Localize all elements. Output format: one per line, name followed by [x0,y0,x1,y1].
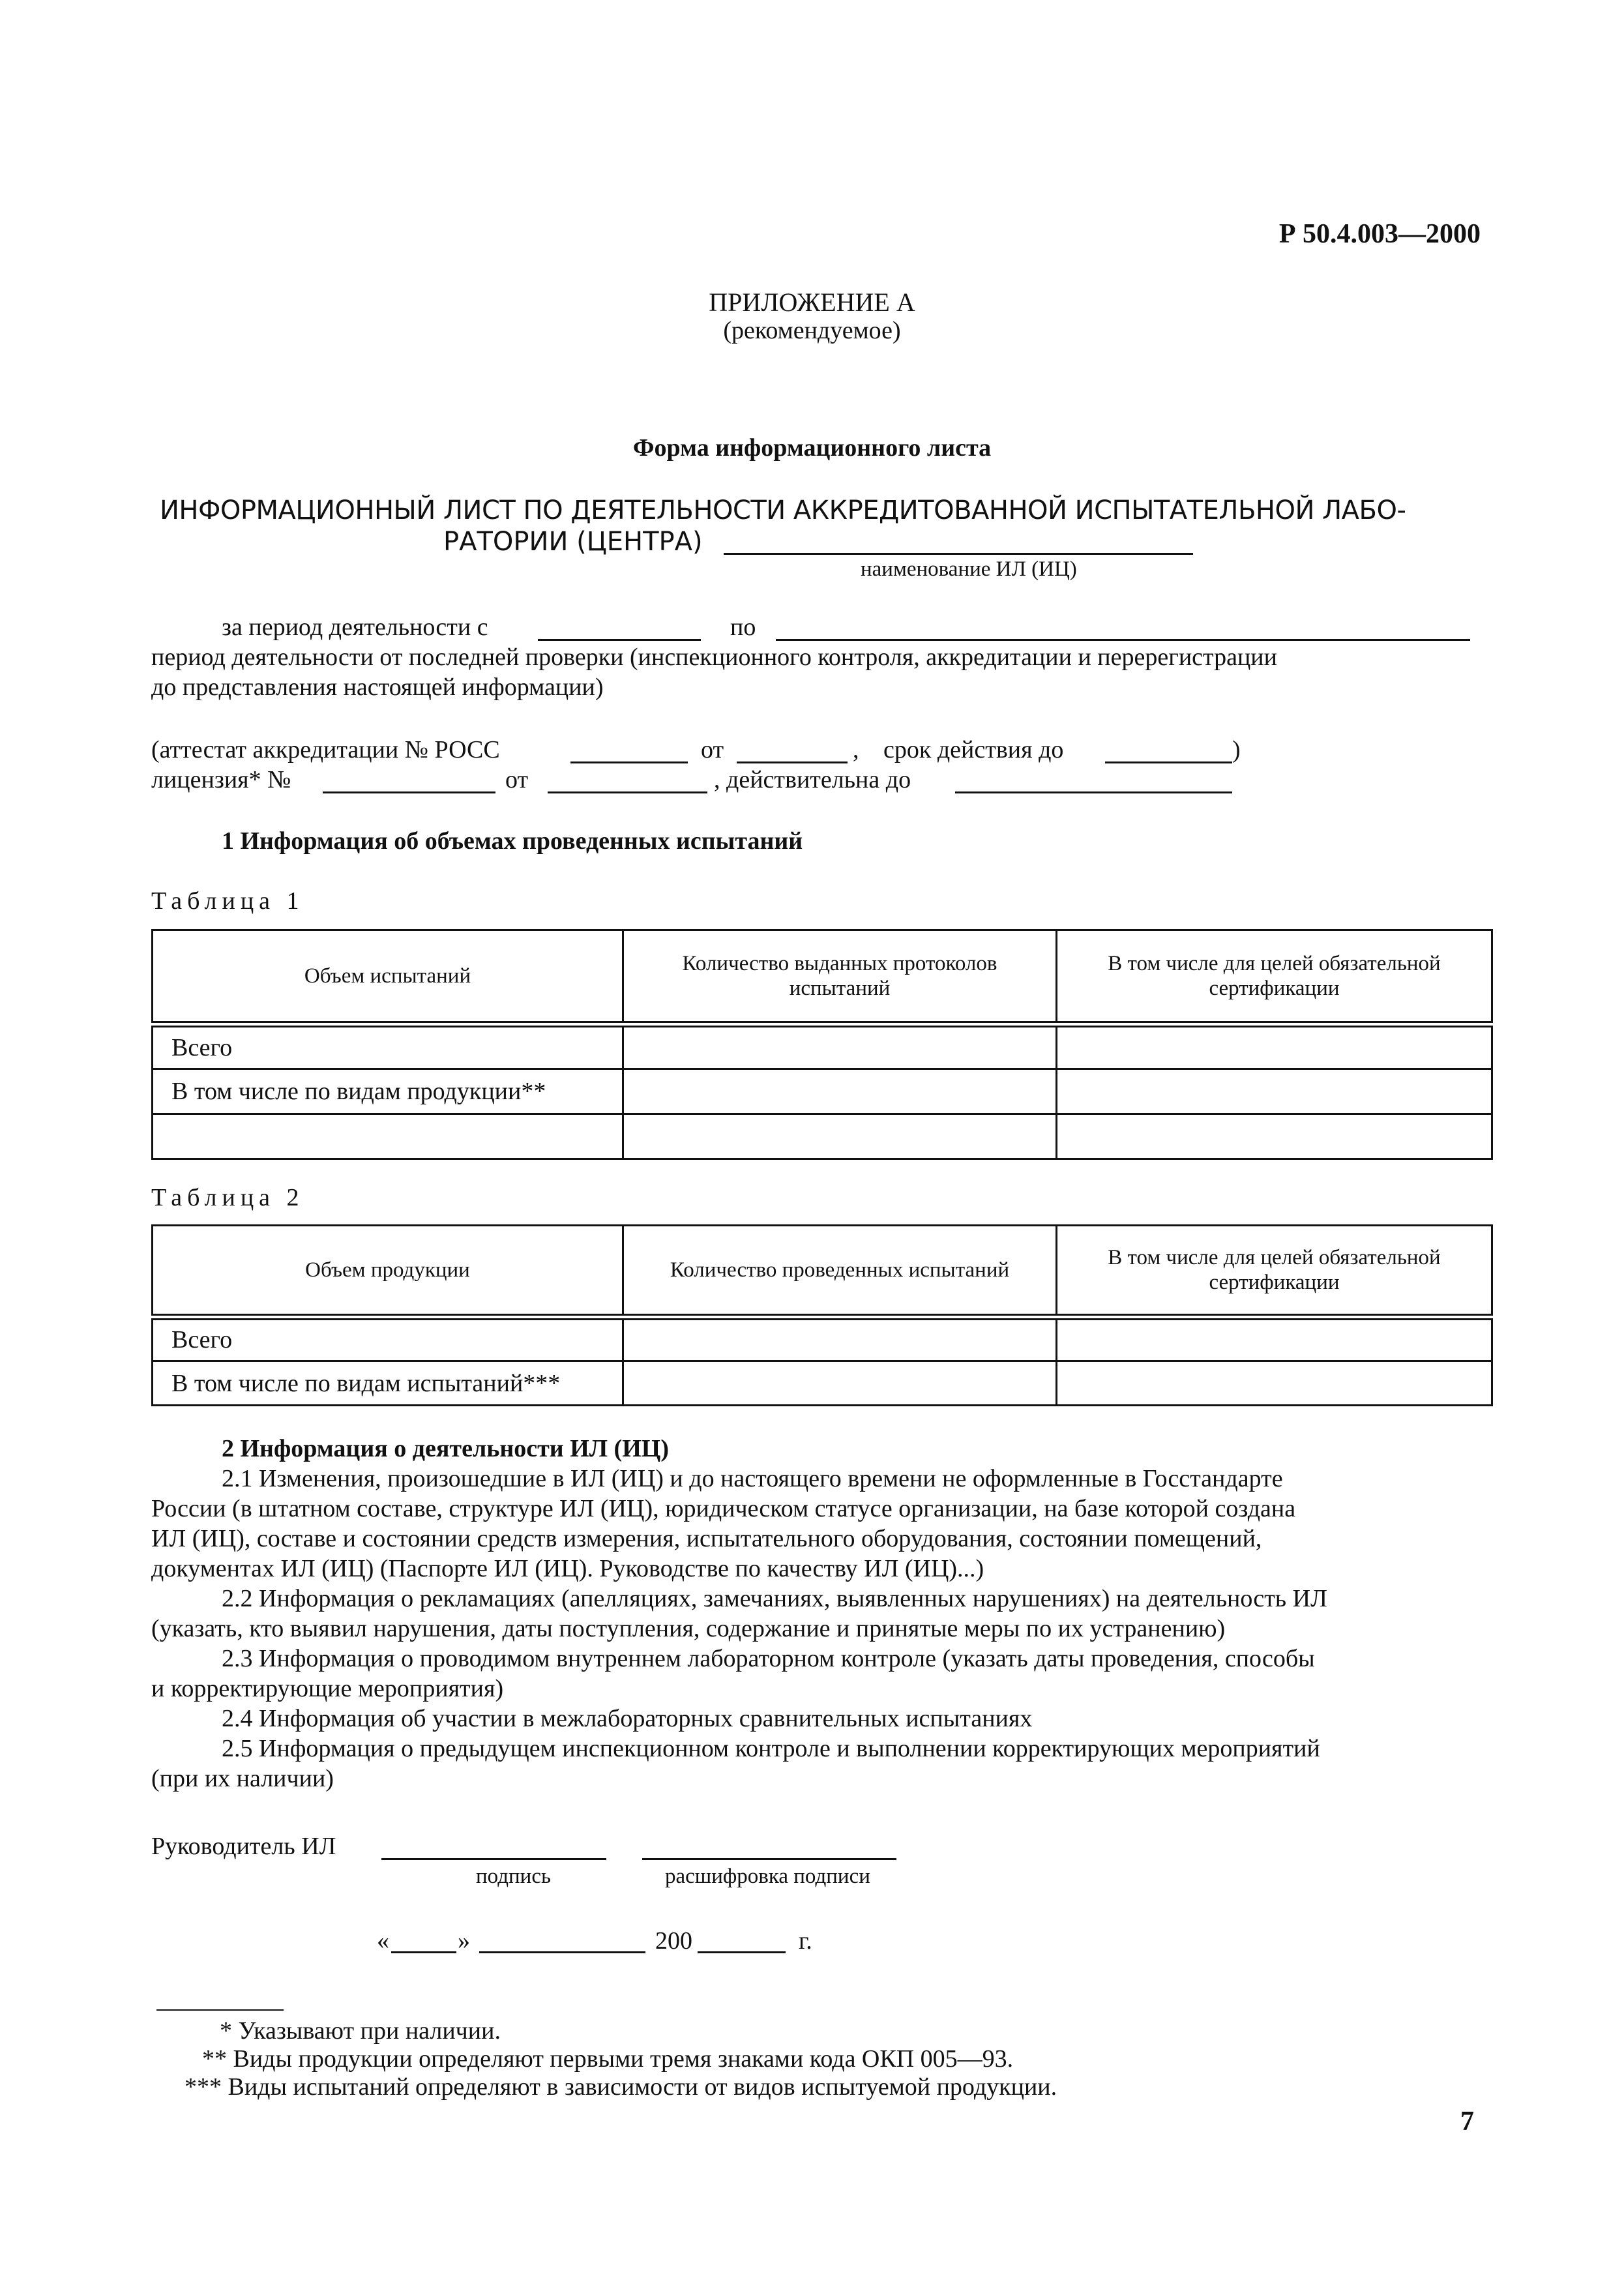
section2-line: 2.4 Информация об участии в межлабораторных сравнительных испытаниях [222,1705,1033,1732]
table1-header-cell: В том числе для целей обязательной сертификации [1057,930,1492,1024]
table1-cell: В том числе по видам продукции** [153,1069,623,1114]
footnote: *** Виды испытаний определяют в зависимости от видов испытуемой продукции. [185,2073,1057,2101]
license-label: лицензия* № [151,766,291,793]
date-month-field[interactable] [479,1951,645,1953]
table2-cell[interactable] [1057,1317,1492,1361]
sheet-title-line1: ИНФОРМАЦИОННЫЙ ЛИСТ ПО ДЕЯТЕЛЬНОСТИ АККРЕДИТОВАННОЙ ИСПЫТАТЕЛЬНОЙ ЛАБО- [160,495,1406,525]
table2-cell: Всего [153,1317,623,1361]
period-to-field[interactable] [776,639,1470,641]
appendix-subtitle: (рекомендуемое) [723,317,901,344]
form-title: Форма информационного листа [632,434,992,462]
period-desc-line2: до представления настоящей информации) [151,673,604,701]
table1-cell[interactable] [623,1114,1057,1159]
license-valid-label: , действительна до [714,766,911,793]
signature-caption: подпись [476,1865,552,1888]
table1-cell[interactable] [623,1069,1057,1114]
table1-header-row [153,930,1492,1024]
certificate-label: (аттестат аккредитации № РОСС [151,736,500,763]
section2-line: 2.5 Информация о предыдущем инспекционном контроле и выполнении корректирующих мероприятий [222,1735,1320,1762]
certificate-close: ) [1232,736,1241,763]
footnote: ** Виды продукции определяют первыми тремя знаками кода ОКП 005—93. [202,2045,1014,2073]
sheet-title-line2: РАТОРИИ (ЦЕНТРА) [443,527,703,557]
table1-cell[interactable] [153,1114,623,1159]
table-row [153,1114,1492,1159]
head-label: Руководитель ИЛ [151,1833,336,1860]
document-code: Р 50.4.003—2000 [1278,219,1481,249]
table-row [153,1024,1492,1069]
certificate-date-field[interactable] [737,761,848,763]
date-quote-close: » [458,1927,470,1955]
license-date-field[interactable] [548,791,707,793]
table2-header-cell: Количество проведенных испытаний [623,1226,1057,1317]
table1 [151,929,1493,1160]
table1-header-cell: Объем испытаний [153,930,623,1024]
section1-title: 1 Информация об объемах проведенных испытаний [222,827,803,855]
lab-name-field[interactable] [724,553,1193,555]
table-row [153,1069,1492,1114]
table1-cell[interactable] [1057,1069,1492,1114]
certificate-comma: , [853,736,859,763]
table1-cell[interactable] [623,1024,1057,1069]
table2-header-cell: Объем продукции [153,1226,623,1317]
table2-header-cell: В том числе для целей обязательной сертификации [1057,1226,1492,1317]
date-year-suffix: г. [799,1927,812,1955]
section2-line: и корректирующие мероприятия) [151,1675,504,1702]
date-quote-open: « [377,1927,389,1955]
date-year-prefix: 200 [655,1927,692,1955]
table1-cell[interactable] [1057,1114,1492,1159]
section2-line: (при их наличии) [151,1765,334,1792]
footnote-separator [156,2009,284,2011]
section2-title: 2 Информация о деятельности ИЛ (ИЦ) [222,1435,669,1462]
section2-line: 2.3 Информация о проводимом внутреннем лабораторном контроле (указать даты проведения, способы [222,1645,1315,1672]
certificate-from-label: от [701,736,724,763]
footnote: * Указывают при наличии. [220,2017,501,2045]
page-number: 7 [1460,2106,1474,2136]
period-desc-line1: период деятельности от последней проверки (инспекционного контроля, аккредитации и перерегистрации [151,643,1277,671]
table-row [153,1317,1492,1361]
date-day-field[interactable] [391,1951,456,1953]
certificate-valid-field[interactable] [1105,761,1232,763]
signature-decode-field[interactable] [642,1858,896,1860]
appendix-title: ПРИЛОЖЕНИЕ А [709,288,915,317]
section2-line: России (в штатном составе, структуре ИЛ (ИЦ), юридическом статусе организации, на базе которой создана [151,1495,1296,1522]
certificate-valid-label: срок действия до [883,736,1064,763]
table1-cell[interactable] [1057,1024,1492,1069]
signature-decode-caption: расшифровка подписи [665,1865,870,1888]
table2 [151,1224,1493,1406]
appendix-heading [0,287,1624,345]
license-from-label: от [505,766,529,793]
lab-name-caption: наименование ИЛ (ИЦ) [861,557,1077,581]
table1-header-cell: Количество выданных протоколов испытаний [623,930,1057,1024]
license-valid-field[interactable] [955,791,1232,793]
period-from-label: за период деятельности с [222,613,488,641]
date-year-field[interactable] [698,1951,786,1953]
section2-line: документах ИЛ (ИЦ) (Паспорте ИЛ (ИЦ). Руководстве по качеству ИЛ (ИЦ)...) [151,1555,984,1582]
certificate-number-field[interactable] [570,761,688,763]
section2-line: (указать, кто выявил нарушения, даты поступления, содержание и принятые меры по их устранению) [151,1615,1226,1642]
table2-cell[interactable] [623,1317,1057,1361]
period-to-label: по [730,613,756,641]
signature-field[interactable] [381,1858,606,1860]
section2-line: ИЛ (ИЦ), составе и состоянии средств измерения, испытательного оборудования, состоянии помещений, [151,1525,1262,1552]
table2-cell[interactable] [1057,1361,1492,1406]
table-row [153,1361,1492,1406]
section2-line: 2.1 Изменения, произошедшие в ИЛ (ИЦ) и до настоящего времени не оформленные в Госстандарте [222,1465,1283,1492]
table2-cell[interactable] [623,1361,1057,1406]
section2-line: 2.2 Информация о рекламациях (апелляциях, замечаниях, выявленных нарушениях) на деятельность ИЛ [222,1585,1327,1612]
table2-caption: Таблица 2 [151,1184,304,1211]
period-from-field[interactable] [538,639,701,641]
license-number-field[interactable] [323,791,495,793]
table1-caption: Таблица 1 [151,887,304,915]
table2-header-row [153,1226,1492,1317]
table1-cell: Всего [153,1024,623,1069]
table2-cell: В том числе по видам испытаний*** [153,1361,623,1406]
